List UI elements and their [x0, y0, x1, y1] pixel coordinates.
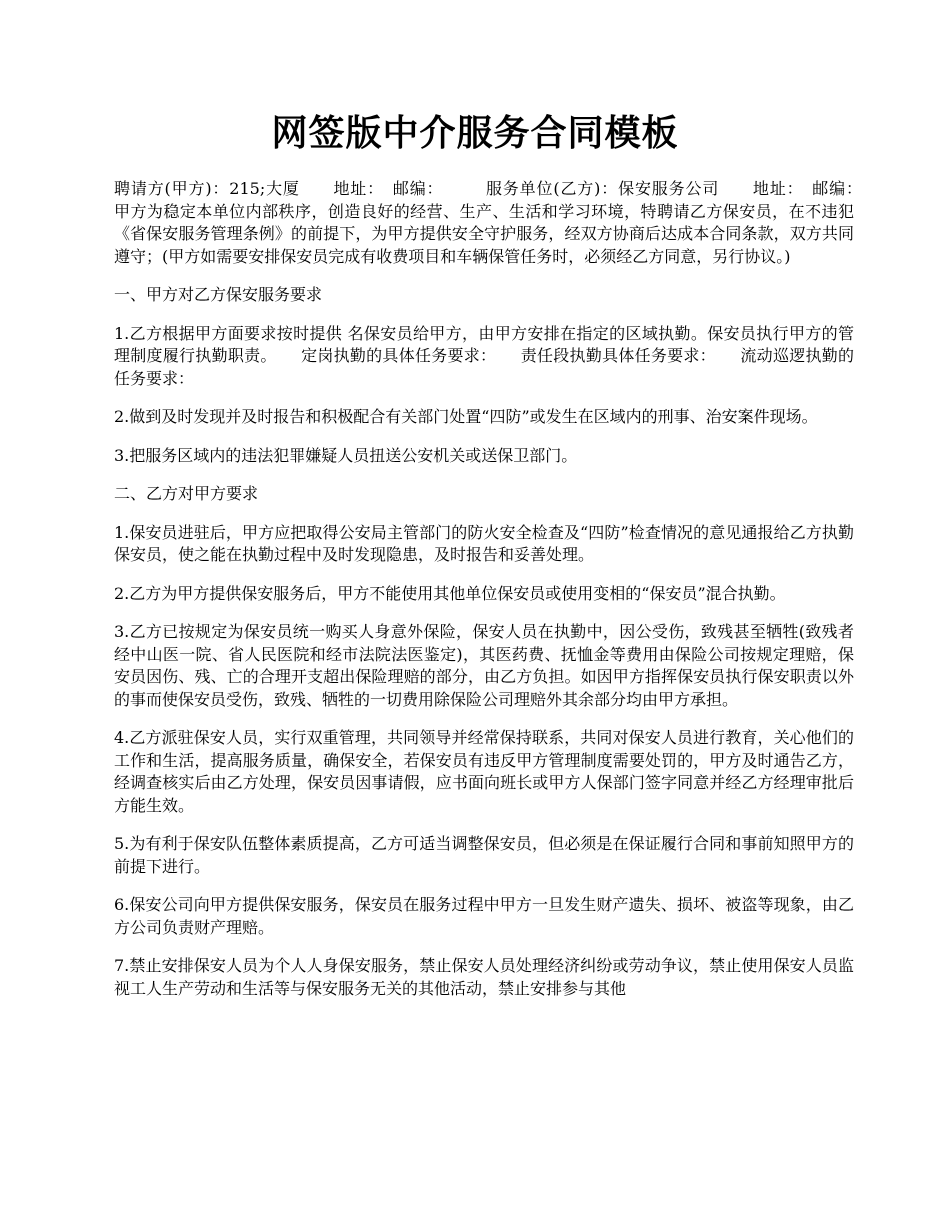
clause-2-3: 3.乙方已按规定为保安员统一购买人身意外保险，保安人员在执勤中，因公受伤，致残甚至牺牲(致残者经中山医一院、省人民医院和经市法院法医鉴定)，其医药费、抚恤金等费用由保险公司按规定理赔，保安员因伤、残、亡的合理开支超出保险理赔的部分，由乙方负担。如因甲方指挥保安员执行保安职责以外的事而使保安员受伤，致残、牺牲的一切费用除保险公司理赔外其余部分均由甲方承担。: [114, 622, 854, 709]
clause-1-2: 2.做到及时发现并及时报告和积极配合有关部门处置“四防”或发生在区域内的刑事、治安案件现场。: [114, 407, 818, 426]
clause-2-7: 7.禁止安排保安人员为个人人身保安服务，禁止保安人员处理经济纠纷或劳动争议，禁止使用保安人员监视工人生产劳动和生活等与保安服务无关的其他活动，禁止安排参与其他: [114, 956, 854, 998]
clause-2-6: 6.保安公司向甲方提供保安服务，保安员在服务过程中甲方一旦发生财产遗失、损坏、被盗等现象，由乙方公司负责财产理赔。: [114, 895, 854, 937]
section-heading-1: 一、甲方对乙方保安服务要求: [114, 285, 323, 304]
intro-paragraph: 聘请方(甲方)：215;大厦 地址： 邮编： 服务单位(乙方)：保安服务公司 地址： 邮编： 甲方为稳定本单位内部秩序，创造良好的经营、生产、生活和学习环境，特聘请乙方保安员，在不违犯《省保安服务管理条例》的前提下，为甲方提供安全守护服务，经双方协商后达成本合同条款，双方共同遵守；(甲方如需要安排保安员完成有收费项目和车辆保管任务时，必须经乙方同意，另行协议。): [114, 179, 903, 266]
clause-2-5: 5.为有利于保安队伍整体素质提高，乙方可适当调整保安员，但必须是在保证履行合同和事前知照甲方的前提下进行。: [114, 834, 854, 876]
document-body: [114, 178, 903, 1016]
clause-2-1: 1.保安员进驻后，甲方应把取得公安局主管部门的防火安全检查及“四防”检查情况的意见通报给乙方执勤保安员，使之能在执勤过程中及时发现隐患，及时报告和妥善处理。: [114, 522, 854, 564]
clause-2-4: 4.乙方派驻保安人员，实行双重管理，共同领导并经常保持联系，共同对保安人员进行教育，关心他们的工作和生活，提高服务质量，确保安全，若保安员有违反甲方管理制度需要处罚的，甲方及时通告乙方，经调查核实后由乙方处理，保安员因事请假，应书面向班长或甲方人保部门签字同意并经乙方经理审批后方能生效。: [114, 728, 854, 815]
clause-1-3: 3.把服务区域内的违法犯罪嫌疑人员扭送公安机关或送保卫部门。: [114, 445, 578, 465]
clause-2-2: 2.乙方为甲方提供保安服务后，甲方不能使用其他单位保安员或使用变相的“保安员”混合执勤。: [114, 583, 786, 603]
section-heading-2: 二、乙方对甲方要求: [114, 484, 259, 503]
clause-1-1: 1.乙方根据甲方面要求按时提供 名保安员给甲方，由甲方安排在指定的区域执勤。保安员执行甲方的管理制度履行执勤职责。 定岗执勤的具体任务要求： 责任段执勤具体任务要求： 流动巡逻执勤的任务要求：: [114, 323, 854, 388]
document-title: 网签版中介服务合同模板: [271, 113, 679, 154]
